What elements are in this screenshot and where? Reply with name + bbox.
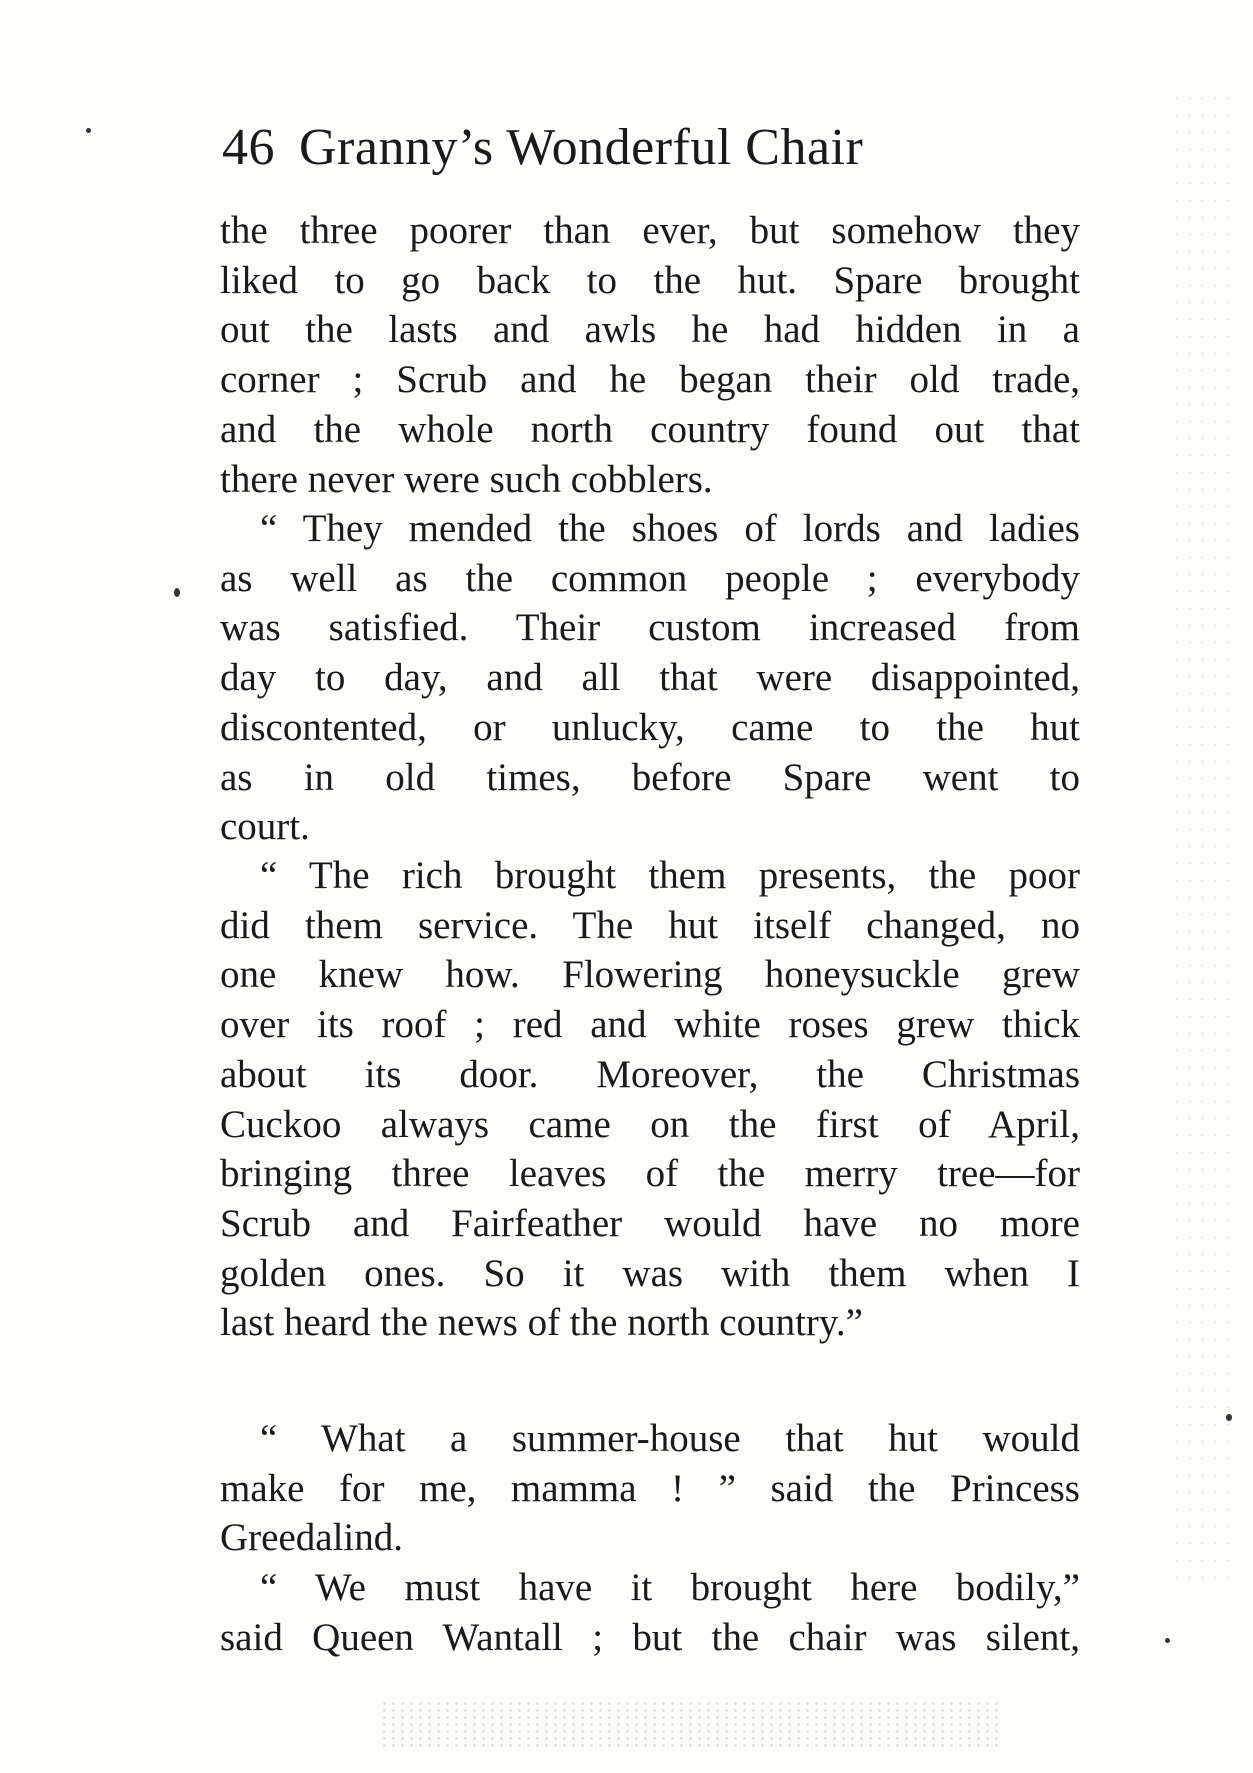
page-edge-specks: [1170, 90, 1240, 1590]
text-line: Cuckoo always came on the first of April,: [220, 1102, 1080, 1146]
text-line: about its door. Moreover, the Christmas: [220, 1052, 1080, 1096]
text-line: Scrub and Fairfeather would have no more: [220, 1201, 1080, 1245]
text-line: liked to go back to the hut. Spare brought: [220, 258, 1080, 302]
text-line: did them service. The hut itself changed, no: [220, 903, 1080, 947]
text-line: “ The rich brought them presents, the poor: [260, 854, 1080, 897]
text-line: as well as the common people ; everybody: [220, 556, 1080, 600]
page-number: 46: [222, 119, 275, 176]
text-line: corner ; Scrub and he began their old trade,: [220, 358, 1080, 402]
text-line: said Queen Wantall ; but the chair was silent,: [220, 1615, 1080, 1659]
text-line: “ We must have it brought here bodily,”: [260, 1566, 1080, 1609]
text-line: make for me, mamma ! ” said the Princess: [220, 1466, 1080, 1510]
text-line: “ What a summer-house that hut would: [260, 1417, 1080, 1460]
paragraph-2: [220, 504, 1080, 852]
paragraph-1: [220, 206, 1080, 504]
paragraph-5: [220, 1563, 1080, 1662]
paragraph-4: [220, 1414, 1080, 1563]
text-line: Greedalind.: [220, 1516, 404, 1560]
text-line: was satisfied. Their custom increased from: [220, 606, 1080, 650]
paragraph-3: [220, 851, 1080, 1348]
scan-speck: [174, 588, 180, 597]
running-header: [222, 118, 863, 177]
text-line: and the whole north country found out that: [220, 407, 1080, 451]
scan-speck: [1226, 1414, 1232, 1421]
scan-speck: [86, 128, 91, 133]
text-line: one knew how. Flowering honeysuckle grew: [220, 953, 1080, 997]
text-line: as in old times, before Spare went to: [220, 755, 1080, 799]
text-line: discontented, or unlucky, came to the hut: [220, 705, 1080, 749]
text-line: last heard the news of the north country.”: [220, 1301, 863, 1345]
text-line: the three poorer than ever, but somehow they: [220, 209, 1080, 252]
running-title: Granny’s Wonderful Chair: [299, 119, 864, 176]
bottom-scan-noise: [380, 1700, 1000, 1750]
text-line: golden ones. So it was with them when I: [220, 1251, 1080, 1295]
text-line: out the lasts and awls he had hidden in a: [220, 308, 1080, 352]
text-line: court.: [220, 805, 310, 849]
text-line: there never were such cobblers.: [220, 457, 713, 501]
text-line: day to day, and all that were disappointed,: [220, 656, 1080, 700]
scan-speck: [1165, 1638, 1170, 1643]
text-line: over its roof ; red and white roses grew thick: [220, 1003, 1080, 1047]
text-line: bringing three leaves of the merry tree—for: [220, 1152, 1080, 1196]
text-line: “ They mended the shoes of lords and ladies: [260, 507, 1080, 550]
